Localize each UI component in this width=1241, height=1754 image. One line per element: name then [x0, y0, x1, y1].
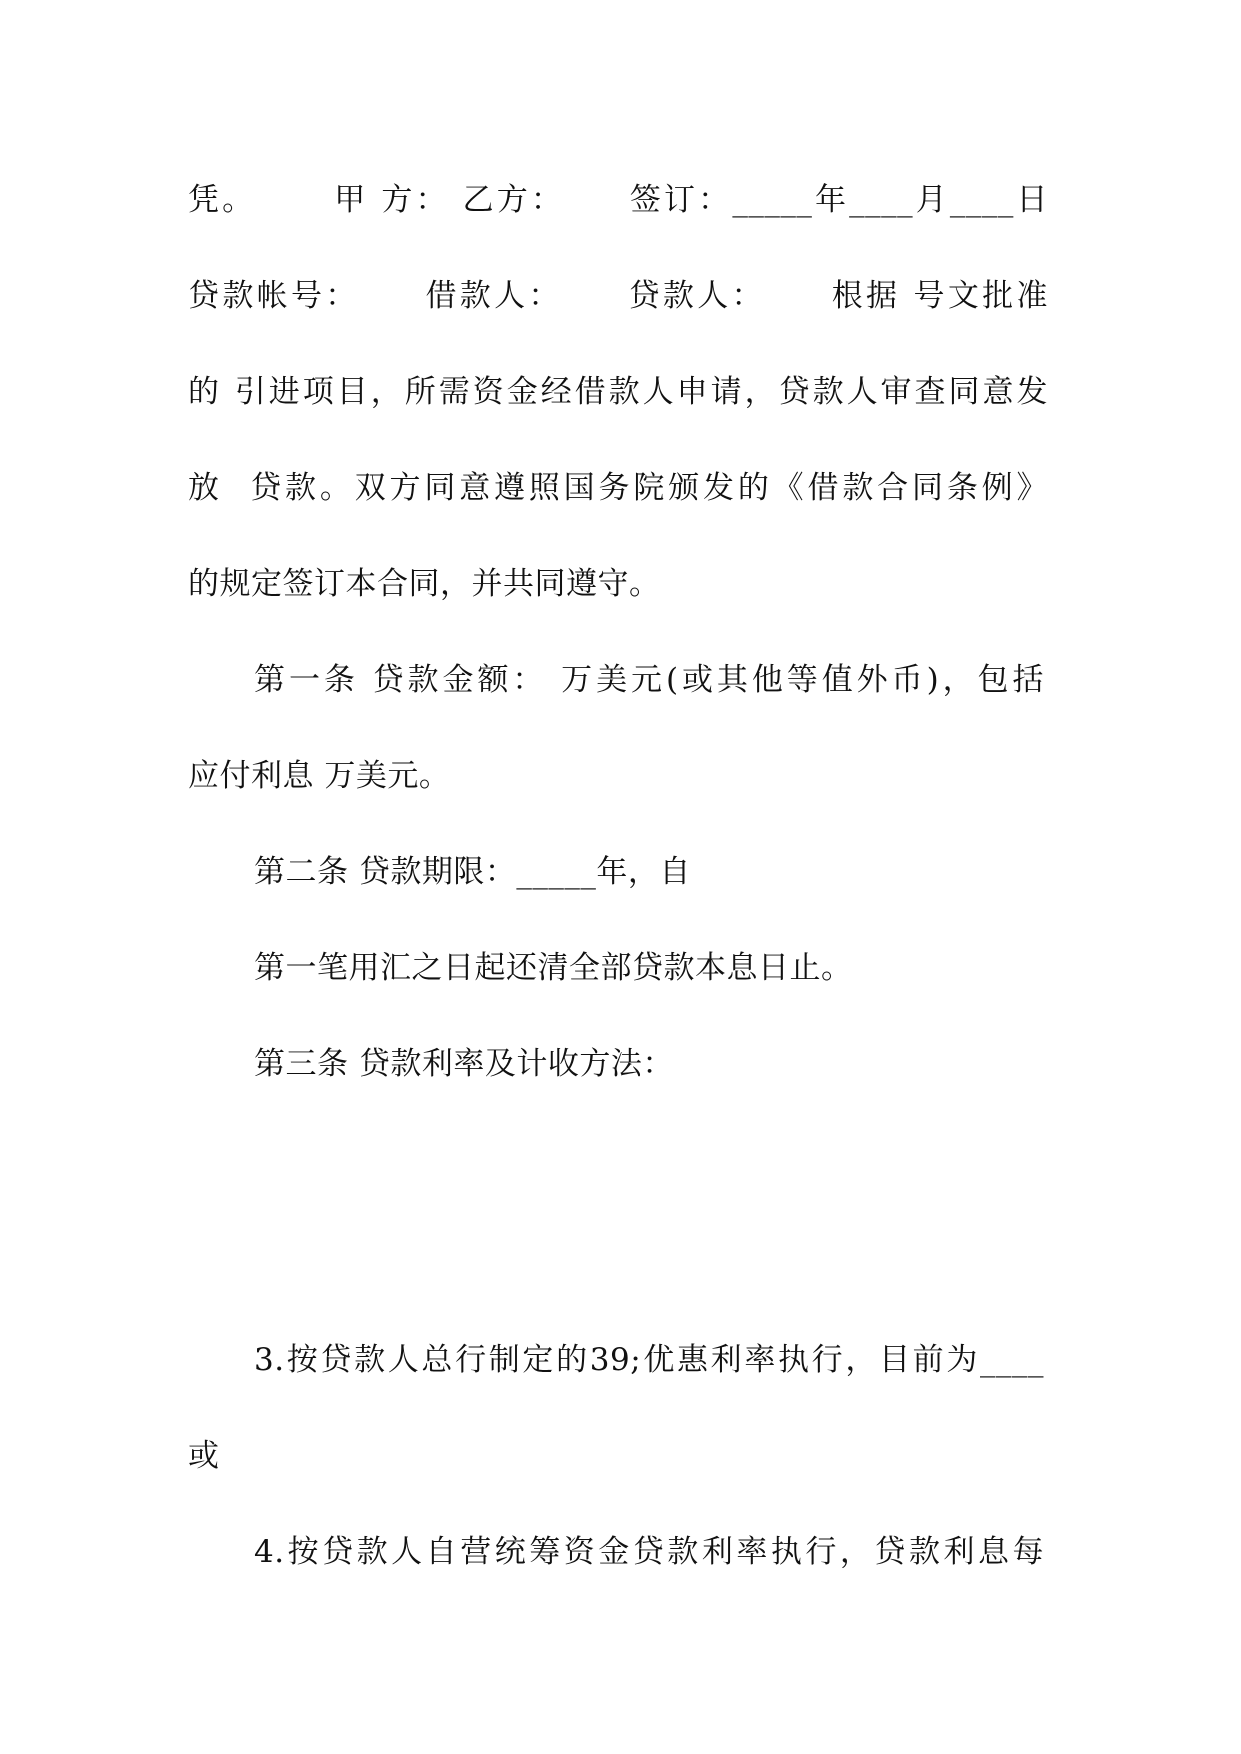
text-line-approval: 的 引进项目，所需资金经借款人申请，贷款人审查同意发 — [188, 374, 1048, 410]
text-line-signing: 凭。 甲 方： 乙方： 签订：_____年____月____日 — [188, 182, 1048, 218]
article-2-heading: 第二条 贷款期限：_____年，自 — [254, 854, 691, 890]
text-line-parties: 贷款帐号： 借款人： 贷款人： 根据 号文批准 — [188, 278, 1048, 314]
text-line-regulation: 放 贷款。双方同意遵照国务院颁发的《借款合同条例》 — [188, 470, 1048, 506]
article-3-heading: 第三条 贷款利率及计收方法： — [254, 1046, 674, 1082]
clause-3: 3.按贷款人总行制定的39;优惠利率执行，目前为____ — [254, 1342, 1044, 1378]
text-line-agreement: 的规定签订本合同，并共同遵守。 — [188, 566, 661, 602]
article-1-heading: 第一条 贷款金额： 万美元(或其他等值外币)，包括 — [254, 662, 1044, 698]
article-1-continuation: 应付利息 万美元。 — [188, 758, 451, 794]
article-2-continuation: 第一笔用汇之日起还清全部贷款本息日止。 — [254, 950, 853, 986]
clause-4: 4.按贷款人自营统筹资金贷款利率执行，贷款利息每 — [254, 1534, 1044, 1570]
clause-3-continuation: 或 — [188, 1438, 220, 1474]
